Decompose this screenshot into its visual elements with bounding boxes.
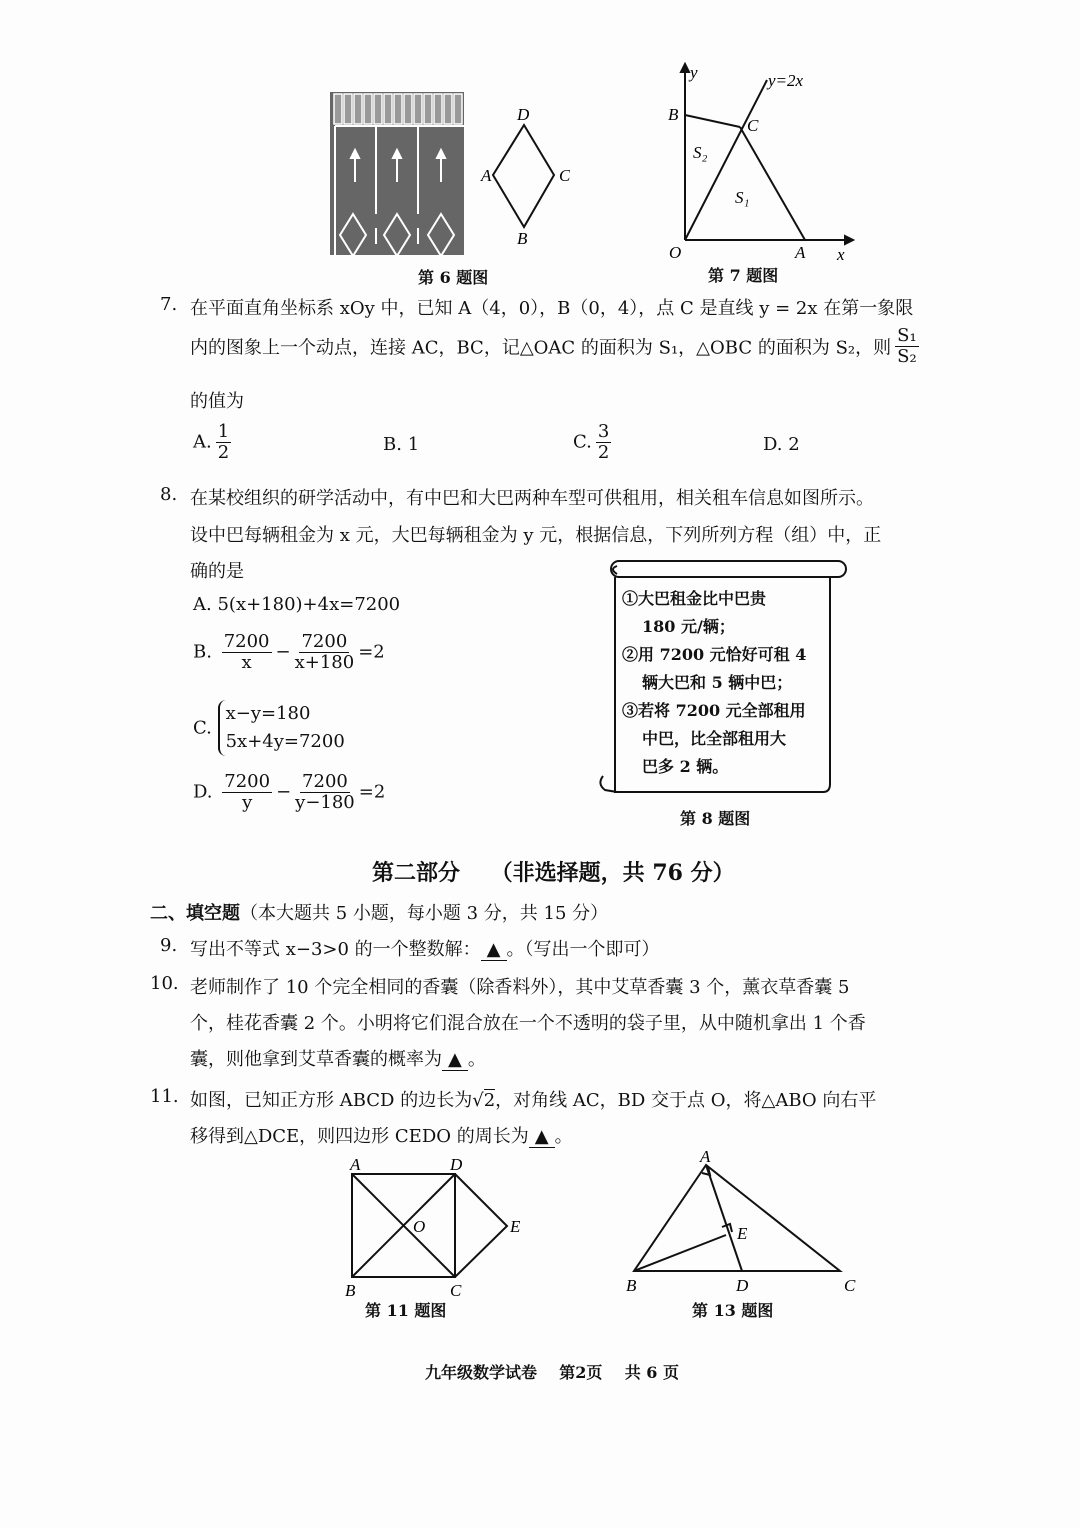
scroll-line: 中巴，比全部租用大 bbox=[642, 729, 787, 748]
figure-8-text bbox=[622, 585, 806, 781]
q10-line3-end: 。 bbox=[467, 1049, 486, 1070]
fig11-label-B: B bbox=[345, 1281, 356, 1300]
section2-heading bbox=[150, 899, 608, 925]
figure-6 bbox=[330, 92, 570, 267]
figure-6-drawing bbox=[330, 92, 570, 262]
frac-num: 7200 bbox=[223, 631, 270, 652]
frac-num: 7200 bbox=[224, 771, 271, 792]
q7-option-b bbox=[383, 434, 419, 455]
q8-line3: 确的是 bbox=[190, 561, 244, 582]
fig13-label-D: D bbox=[736, 1276, 749, 1295]
page-footer bbox=[425, 1360, 679, 1383]
fig13-label-B: B bbox=[626, 1276, 637, 1295]
q11-number: 11. bbox=[150, 1086, 179, 1107]
frac-num: 1 bbox=[217, 421, 230, 442]
q8-option-b: B. $\frac{7200}{x}$ − $\frac{7200}{x+180}$ =2 bbox=[193, 631, 385, 673]
q8-line1: 在某校组织的研学活动中，有中巴和大巴两种车型可供租用，相关租车信息如图所示。 bbox=[190, 488, 874, 509]
frac-num: 7200 bbox=[302, 771, 348, 792]
frac-den: x bbox=[241, 651, 252, 673]
footer-subject: 九年级数学试卷 bbox=[425, 1363, 538, 1382]
scroll-line: ①大巴租金比中巴贵 bbox=[622, 589, 767, 608]
part2-title bbox=[372, 856, 735, 887]
frac-den: 2 bbox=[597, 441, 610, 463]
answer-blank: ▲ bbox=[529, 1126, 555, 1148]
q11-line2 bbox=[190, 1122, 573, 1148]
frac-den: y bbox=[242, 791, 253, 813]
scroll-line: ②用 7200 元恰好可租 4 bbox=[622, 645, 807, 664]
footer-total: 共 6 页 bbox=[624, 1363, 679, 1382]
figure-13-caption: 第 13 题图 bbox=[692, 1301, 774, 1320]
q10-line1: 老师制作了 10 个完全相同的香囊（除香料外），其中艾草香囊 3 个，薰衣草香囊 5 bbox=[190, 977, 850, 998]
fig7-label-line: y=2x bbox=[768, 71, 804, 90]
q9-pre: 写出不等式 x−3>0 的一个整数解： bbox=[190, 939, 481, 960]
q7-fraction bbox=[895, 326, 919, 367]
q7-option-d bbox=[763, 434, 800, 455]
q11-line1: 如图，已知正方形 ABCD 的边长为√2，对角线 AC，BD 交于点 O，将△ABO 向右平 bbox=[190, 1090, 877, 1111]
fig6-label-D: D bbox=[517, 105, 530, 124]
fig6-label-B: B bbox=[517, 229, 528, 248]
q8-option-c bbox=[193, 700, 345, 756]
fig7-label-x: x bbox=[837, 245, 845, 264]
q9-text bbox=[190, 935, 660, 961]
fig11-label-A: A bbox=[350, 1155, 361, 1174]
q9-number: 9. bbox=[160, 935, 178, 956]
figure-6-caption: 第 6 题图 bbox=[418, 268, 489, 287]
answer-blank: ▲ bbox=[442, 1049, 468, 1071]
fig11-label-O: O bbox=[413, 1217, 426, 1236]
q11-line2-text: 移得到△DCE，则四边形 CEDO 的周长为 bbox=[190, 1126, 529, 1147]
sqrt-value: 2 bbox=[483, 1090, 496, 1111]
figure-7-caption: 第 7 题图 bbox=[708, 266, 779, 285]
figure-11 bbox=[340, 1152, 540, 1307]
fig13-label-C: C bbox=[844, 1276, 856, 1295]
q7-line2-row bbox=[190, 326, 923, 367]
fig11-label-E: E bbox=[510, 1217, 521, 1236]
q9-post: 。（写出一个即可） bbox=[506, 939, 660, 960]
fig7-label-O: O bbox=[669, 243, 682, 262]
fig7-label-B: B bbox=[668, 105, 679, 124]
fig13-label-A: A bbox=[700, 1147, 711, 1166]
fig11-label-D: D bbox=[450, 1155, 463, 1174]
option-label: A. bbox=[193, 431, 212, 453]
q8-line2: 设中巴每辆租金为 x 元，大巴每辆租金为 y 元，根据信息，下列所列方程（组）中，正 bbox=[190, 525, 882, 546]
option-label: C. bbox=[573, 431, 592, 453]
fig11-label-C: C bbox=[450, 1281, 462, 1300]
q11-line1-end: ，对角线 AC，BD 交于点 O，将△ABO 向右平 bbox=[495, 1090, 877, 1111]
figure-13 bbox=[620, 1145, 870, 1305]
option-label: D. bbox=[193, 781, 213, 803]
fig6-label-A: A bbox=[481, 166, 492, 185]
option-label: B. bbox=[383, 434, 402, 455]
fig7-label-S2: S₂ bbox=[693, 143, 708, 162]
q7-line1: 在平面直角坐标系 xOy 中，已知 A（4，0），B（0，4），点 C 是直线 y = 2x 在第一象限 bbox=[190, 298, 914, 319]
fig6-label-C: C bbox=[559, 166, 570, 185]
figure-8-caption: 第 8 题图 bbox=[680, 809, 751, 828]
q7-line3: 的值为 bbox=[190, 391, 244, 412]
equation-tail: =2 bbox=[358, 781, 386, 803]
part2-subtitle: （非选择题，共 76 分） bbox=[490, 860, 735, 886]
option-text: 5(x+180)+4x=7200 bbox=[217, 594, 401, 615]
section2-title: 二、填空题 bbox=[150, 903, 240, 924]
q8-option-d: D. $\frac{7200}{y}$ − $\frac{7200}{y-180}$ =2 bbox=[193, 771, 386, 813]
q10-line3 bbox=[190, 1045, 486, 1071]
q7-option-c bbox=[573, 422, 615, 463]
frac-den: 2 bbox=[217, 441, 230, 463]
figure-7 bbox=[660, 60, 860, 270]
equation-tail: =2 bbox=[358, 641, 385, 663]
footer-page: 第2页 bbox=[559, 1363, 603, 1382]
fig7-label-S1: S₁ bbox=[735, 188, 750, 207]
scroll-line: 180 元/辆； bbox=[642, 617, 735, 636]
q7-line2: 内的图象上一个动点，连接 AC，BC，记△OAC 的面积为 S₁，△OBC 的面积为 S₂，则 bbox=[190, 337, 892, 359]
scroll-line: ③若将 7200 元全部租用 bbox=[622, 701, 806, 720]
scroll-line: 辆大巴和 5 辆中巴； bbox=[642, 673, 793, 692]
frac-den: x+180 bbox=[294, 651, 355, 673]
q7-frac-den: S₂ bbox=[897, 345, 917, 367]
figure-7-drawing bbox=[660, 60, 860, 265]
q8-option-a bbox=[193, 594, 400, 615]
section2-note: （本大题共 5 小题，每小题 3 分，共 15 分） bbox=[240, 903, 609, 924]
frac-num: 3 bbox=[597, 421, 610, 442]
q11-line2-end: 。 bbox=[554, 1126, 573, 1147]
fig7-label-C: C bbox=[747, 116, 759, 135]
equation-1: x−y=180 bbox=[225, 703, 311, 724]
q7-number: 7. bbox=[160, 294, 178, 315]
q7-option-a bbox=[193, 422, 235, 463]
q8-number: 8. bbox=[160, 484, 178, 505]
frac-den: y−180 bbox=[295, 791, 355, 813]
frac-num: 7200 bbox=[301, 631, 348, 652]
equation-2: 5x+4y=7200 bbox=[225, 730, 345, 752]
option-label: D. bbox=[763, 434, 783, 455]
q7-frac-num: S₁ bbox=[897, 325, 917, 346]
figure-11-drawing bbox=[340, 1152, 540, 1302]
part2-title-text: 第二部分 bbox=[372, 860, 461, 886]
scroll-line: 巴多 2 辆。 bbox=[642, 757, 729, 776]
option-label: A. bbox=[193, 594, 212, 615]
figure-11-caption: 第 11 题图 bbox=[365, 1301, 447, 1320]
fig7-label-A: A bbox=[795, 243, 806, 262]
option-text: 2 bbox=[788, 434, 800, 455]
option-text: 1 bbox=[407, 434, 420, 455]
fig7-label-y: y bbox=[690, 63, 698, 82]
q11-line1-text: 如图，已知正方形 ABCD 的边长为 bbox=[190, 1090, 473, 1111]
q10-line3-text: 囊，则他拿到艾草香囊的概率为 bbox=[190, 1049, 442, 1070]
option-label: B. bbox=[193, 641, 212, 663]
figure-13-drawing bbox=[620, 1145, 870, 1300]
answer-blank: ▲ bbox=[481, 939, 507, 961]
option-label: C. bbox=[193, 717, 212, 739]
q10-line2: 个，桂花香囊 2 个。小明将它们混合放在一个不透明的袋子里，从中随机拿出 1 个香 bbox=[190, 1013, 866, 1034]
equation-system bbox=[218, 700, 345, 756]
fig13-label-E: E bbox=[737, 1224, 748, 1243]
q10-number: 10. bbox=[150, 973, 179, 994]
